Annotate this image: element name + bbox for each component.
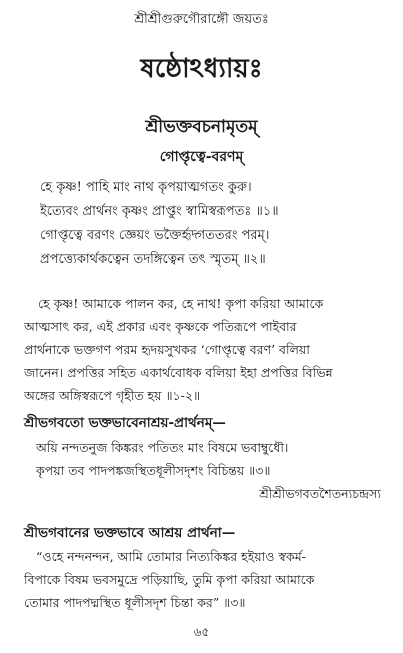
verse-attribution: শ্রীশ্রীভগবতশৈতন্যচন্দ্রস্য <box>259 486 381 501</box>
verse-block-2 <box>36 436 386 482</box>
chapter-title: ষষ্ঠোঽধ্যায়ঃ <box>140 54 263 84</box>
prose-line: অঙ্গের অঙ্গিস্বরূপে গৃহীত হয় ॥১-২॥ <box>24 388 201 403</box>
header-invocation: শ্রীশ্রীগুরুগৌরাঙ্গৌ জয়তঃ <box>134 12 269 27</box>
prose-line: হে কৃষ্ণ! আমাকে পালন কর, হে নাথ! কৃপা করিয়া আমাকে <box>38 296 324 311</box>
prose-line: আত্মসাৎ কর, এই প্রকার এবং কৃষ্ণকে পতিরূপে পাইবার <box>24 319 297 334</box>
prose-line: জানেন। প্রপত্তির সহিত একার্থবোধক বলিয়া ইহা প্রপত্তির বিভিন্ন <box>24 365 333 380</box>
prose-line: “ওহে নন্দনন্দন, আমি তোমার নিত্যকিঙ্কর হইয়াও স্বকর্ম- <box>36 549 306 564</box>
prose-line: প্রার্থনাকে ভক্তগণ পরম হৃদয়সুখকর ‘গোপ্তৃত্বে বরণ’ বলিয়া <box>24 342 310 357</box>
prose-paragraph-2 <box>24 545 386 614</box>
sub-heading-2: শ্রীভগবতো ভক্তভাবেনাশ্রয়-প্রার্থনম্— <box>24 415 226 431</box>
section-title: শ্রীভক্তবচনামৃতম্ <box>145 117 258 137</box>
verse-line: গোপ্তৃত্বে বরণং জ্ঞেয়ং ভক্তৈর্হৃদ্গততরং পরম্। <box>40 228 270 243</box>
verse-block-1 <box>40 176 390 272</box>
verse-line: ইত্যেবং প্রার্থনং কৃষ্ণং প্রাপ্তুং স্বামিস্বরূপতঃ ॥১॥ <box>40 204 279 219</box>
verse-line: কৃপয়া তব পাদপঙ্কজস্থিতধূলীসদৃশং বিচিন্তয় ॥৩॥ <box>36 463 271 478</box>
sub-heading-3: শ্রীভগবানের ভক্তভাবে আশ্রয় প্রার্থনা— <box>24 525 236 541</box>
verse-line: অয়ি নন্দতনুজ কিঙ্করং পতিতং মাং বিষমে ভবাম্বুধৌ। <box>36 440 289 455</box>
verse-line: প্রপত্ত্যেকার্থকত্বেন তদঙ্গিত্বেন তৎ স্মৃতম্ ॥২॥ <box>40 252 266 267</box>
prose-line: বিপাকে বিষম ভবসমুদ্রে পড়িয়াছি, তুমি কৃপা করিয়া আমাকে <box>24 572 315 587</box>
prose-paragraph-1 <box>24 292 384 407</box>
section-subtitle: গোপ্তৃত্বে-বরণম্ <box>159 149 244 165</box>
prose-line: তোমার পাদপদ্মস্থিত ধূলীসদৃশ চিন্তা কর” ॥৩॥ <box>24 595 246 610</box>
verse-line: হে কৃষ্ণ! পাহি মাং নাথ কৃপয়াত্মগতং কুরু। <box>40 180 252 195</box>
page-number: ৬৫ <box>193 625 210 639</box>
